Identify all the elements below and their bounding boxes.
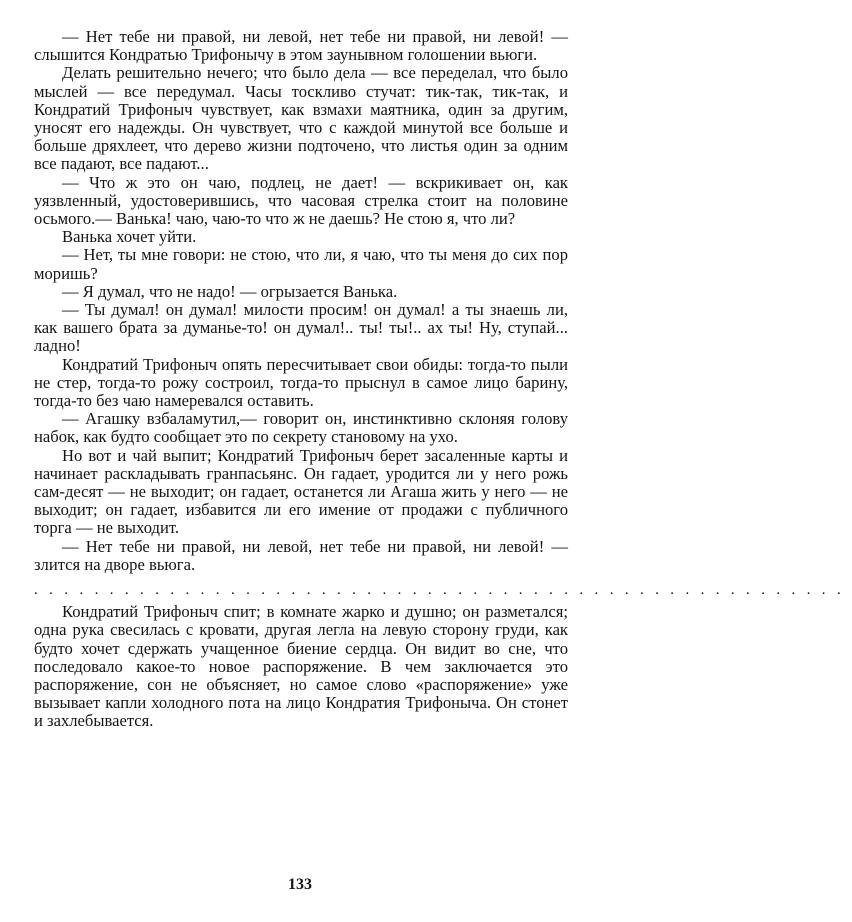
paragraph-9: — Агашку взбаламутил,— говорит он, инстинктивно склоняя голову набок, как будто сообщает это по секрету становому на ухо. (34, 409, 568, 447)
paragraph-7: — Ты думал! он думал! милости просим! он думал! а ты знаешь ли, как вашего брата за думанье-то! он думал!.. ты! ты!.. ах ты! Ну, ступай... ладно! (34, 300, 568, 356)
page-number: 133 (288, 876, 312, 893)
paragraph-1: — Нет тебе ни правой, ни левой, нет тебе ни правой, ни левой! — слышится Кондратью Трифонычу в этом заунывном голошении вьюги. (34, 27, 568, 65)
section-separator: ...................................................... (34, 582, 852, 599)
paragraph-4: Ванька хочет уйти. (62, 227, 197, 247)
paragraph-10: Но вот и чай выпит; Кондратий Трифоныч берет засаленные карты и начинает раскладывать гранпасьянс. Он гадает, уродится ли у него рожь сам-десят — не выходит; он гадает, останется ли Агаша жить у него — не выходит; он гадает, избавится ли его имение от продажи с публичного торга — не выходит. (34, 445, 568, 538)
paragraph-8: Кондратий Трифоныч опять пересчитывает свои обиды: тогда-то пыли не стер, тогда-то рожу состроил, тогда-то прыснул в самое лицо барину, тогда-то без чаю намеревался оставить. (34, 354, 568, 411)
paragraph-12: Кондратий Трифоныч спит; в комнате жарко и душно; он разметался; одна рука свесилась с кровати, другая легла на левую сторону груди, как будто хочет сдержать учащенное биение сердца. Он видит во сне, что последовало какое-то новое распоряжение. В чем заключается это распоряжение, сон не объясняет, но самое слово «распоряжение» уже вызывает капли холодного пота на лицо Кондратия Трифоныча. Он стонет и захлебывается. (34, 602, 568, 731)
paragraph-11: — Нет тебе ни правой, ни левой, нет тебе ни правой, ни левой! — злится на дворе вьюга. (34, 536, 568, 574)
paragraph-5: — Нет, ты мне говори: не стою, что ли, я чаю, что ты меня до сих пор моришь? (34, 245, 568, 283)
book-page (34, 27, 852, 731)
paragraph-3: — Что ж это он чаю, подлец, не дает! — вскрикивает он, как уязвленный, удостоверившись, что часовая стрелка стоит на половине осьмого.— Ванька! чаю, чаю-то что ж не даешь? Не стою я, что ли? (34, 172, 568, 229)
paragraph-6: — Я думал, что не надо! — огрызается Ванька. (62, 281, 398, 301)
paragraph-2: Делать решительно нечего; что было дела — все переделал, что было мыслей — все передумал. Часы тоскливо стучат: тик-так, тик-так, и Кондратий Трифоныч чувствует, как взмахи маятника, один за другим, уносят его надежды. Он чувствует, что с каждой минутой все больше и больше дряхлеет, что дерево жизни подточено, что листья один за одним все падают, все падают... (34, 63, 568, 174)
